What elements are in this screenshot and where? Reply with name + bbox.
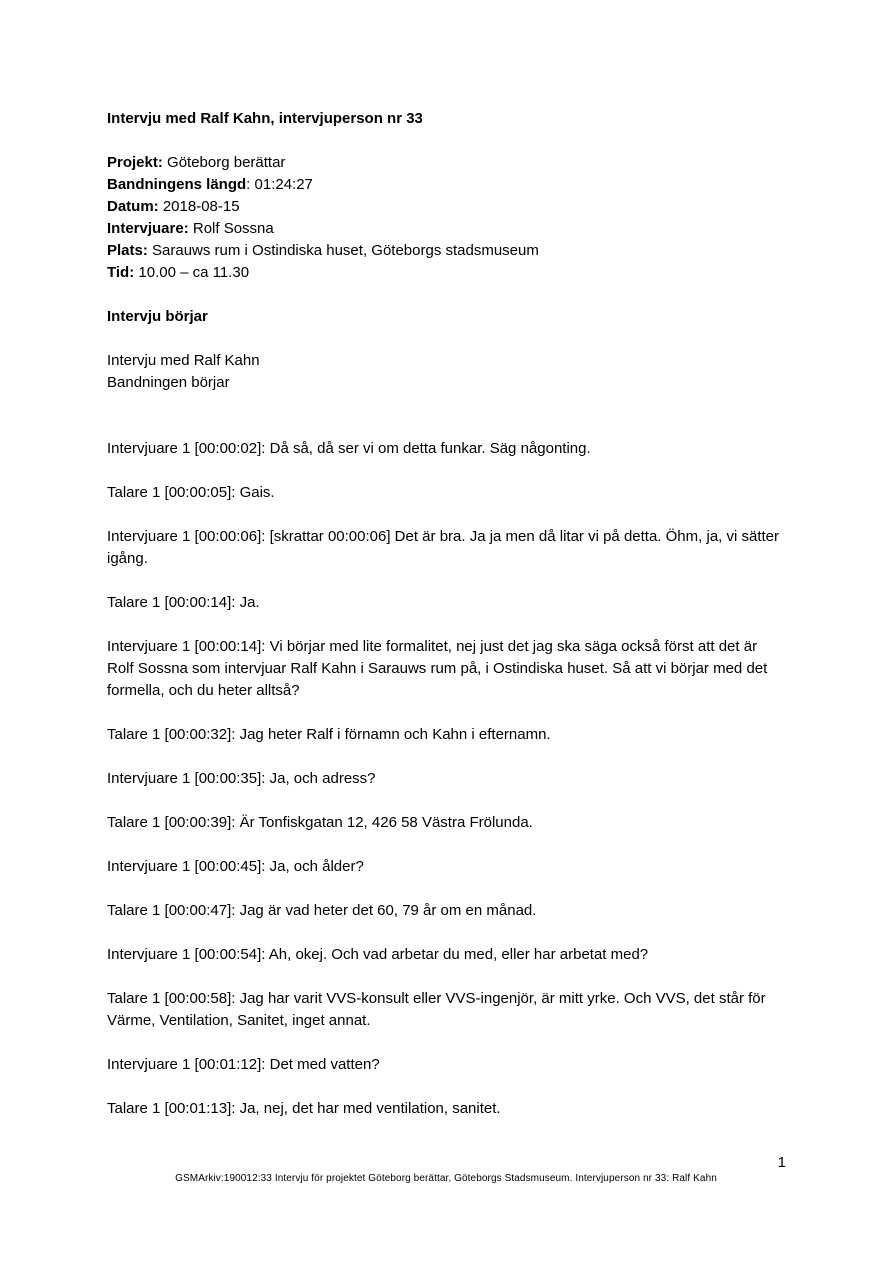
document-body	[107, 108, 787, 1142]
transcript-turn: Intervjuare 1 [00:01:12]: Det med vatten?	[107, 1056, 380, 1073]
metadata-label: Plats:	[107, 242, 148, 259]
metadata-recording-length	[107, 174, 787, 196]
metadata-value: Sarauws rum i Ostindiska huset, Göteborgs stadsmuseum	[147, 242, 539, 259]
transcript	[107, 438, 787, 1120]
metadata-value: 10.00 – ca 11.30	[134, 264, 250, 281]
metadata-label: Datum:	[107, 198, 159, 215]
transcript-turn: Talare 1 [00:00:39]: Är Tonfiskgatan 12, 426 58 Västra Frölunda.	[107, 814, 533, 831]
document-title: Intervju med Ralf Kahn, intervjuperson nr 33	[107, 110, 423, 127]
transcript-turn: Intervjuare 1 [00:00:14]: Vi börjar med lite formalitet, nej just det jag ska säga också först att det är Rolf Sossna som intervjuar Ralf Kahn i Sarauws rum på, i Ostindiska huset. Så att vi börjar med det formella, och du heter alltså?	[107, 638, 768, 699]
transcript-turn: Talare 1 [00:00:14]: Ja.	[107, 594, 260, 611]
transcript-turn: Talare 1 [00:01:13]: Ja, nej, det har med ventilation, sanitet.	[107, 1100, 501, 1117]
metadata-value: : 01:24:27	[246, 176, 313, 193]
transcript-turn: Talare 1 [00:00:47]: Jag är vad heter det 60, 79 år om en månad.	[107, 902, 537, 919]
metadata-place	[107, 240, 787, 262]
intro-line: Intervju med Ralf Kahn	[107, 352, 260, 369]
metadata-block	[107, 152, 787, 284]
metadata-label: Tid:	[107, 264, 135, 281]
transcript-turn: Intervjuare 1 [00:00:45]: Ja, och ålder?	[107, 858, 364, 875]
transcript-turn: Talare 1 [00:00:32]: Jag heter Ralf i förnamn och Kahn i efternamn.	[107, 726, 551, 743]
transcript-turn: Intervjuare 1 [00:00:54]: Ah, okej. Och vad arbetar du med, eller har arbetat med?	[107, 946, 649, 963]
section-heading: Intervju börjar	[107, 308, 208, 325]
metadata-label: Projekt:	[107, 154, 163, 171]
metadata-label: Bandningens längd	[107, 176, 247, 193]
metadata-interviewer	[107, 218, 787, 240]
page-footer: GSMArkiv:190012:33 Intervju för projektet Göteborg berättar, Göteborgs Stadsmuseum. Intervjuperson nr 33: Ralf Kahn	[175, 1173, 717, 1184]
metadata-date	[107, 196, 787, 218]
metadata-label: Intervjuare:	[107, 220, 189, 237]
metadata-time	[107, 262, 787, 284]
intro-line: Bandningen börjar	[107, 374, 230, 391]
metadata-project	[107, 152, 787, 174]
metadata-value: Rolf Sossna	[188, 220, 274, 237]
page-number: 1	[777, 1154, 786, 1171]
transcript-turn: Intervjuare 1 [00:00:02]: Då så, då ser vi om detta funkar. Säg någonting.	[107, 440, 591, 457]
metadata-value: Göteborg berättar	[162, 154, 286, 171]
metadata-value: 2018-08-15	[158, 198, 240, 215]
transcript-turn: Talare 1 [00:00:05]: Gais.	[107, 484, 275, 501]
transcript-turn: Intervjuare 1 [00:00:35]: Ja, och adress?	[107, 770, 376, 787]
transcript-turn: Talare 1 [00:00:58]: Jag har varit VVS-konsult eller VVS-ingenjör, är mitt yrke. Och VVS, det står för Värme, Ventilation, Sanitet, inget annat.	[107, 990, 766, 1029]
intro-block	[107, 350, 787, 394]
transcript-turn: Intervjuare 1 [00:00:06]: [skrattar 00:00:06] Det är bra. Ja ja men då litar vi på detta. Öhm, ja, vi sätter igång.	[107, 528, 780, 567]
